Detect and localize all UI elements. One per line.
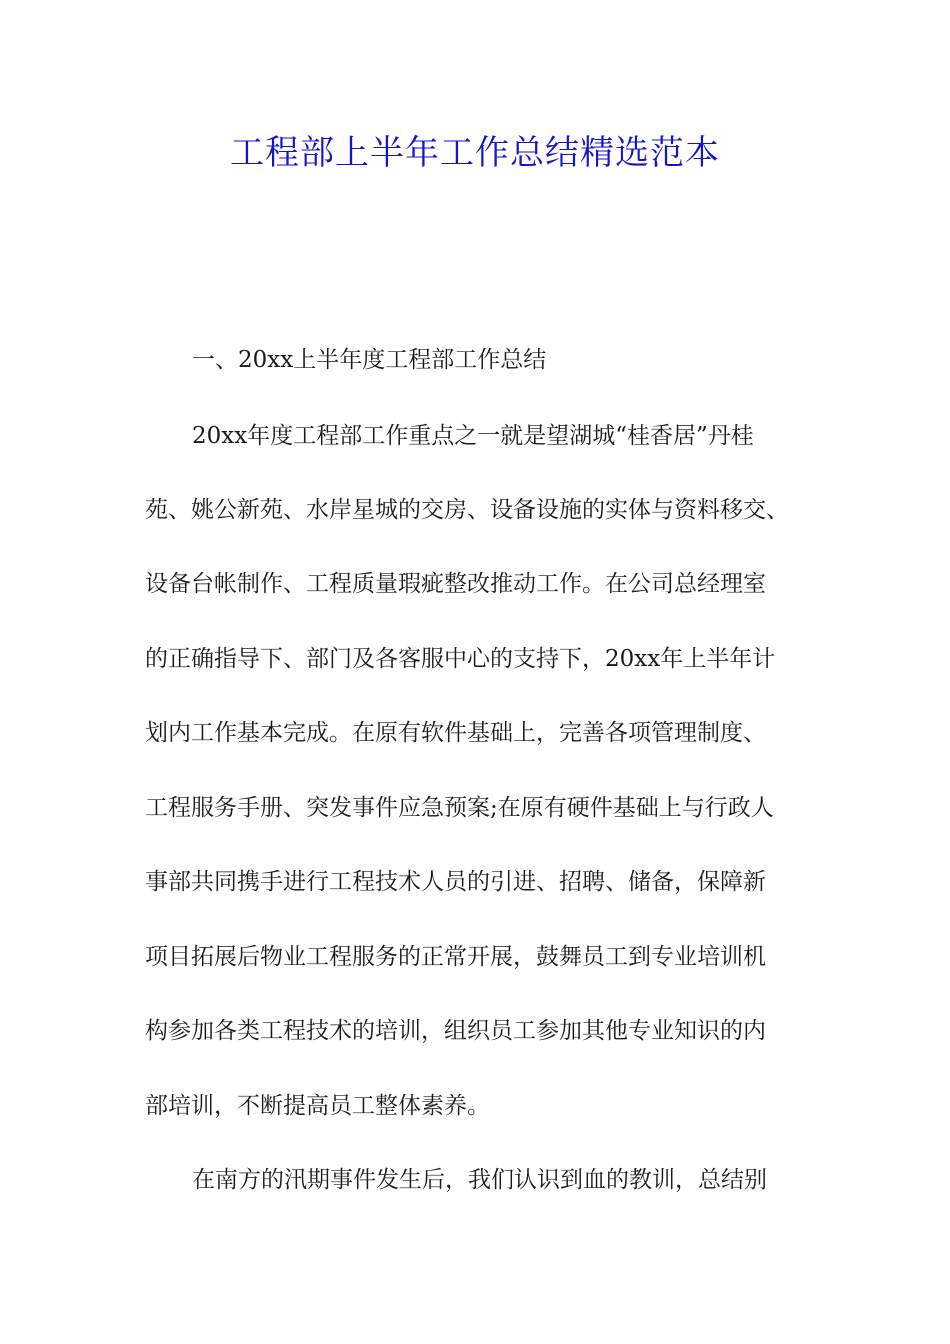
paragraph-line: 划内工作基本完成。在原有软件基础上，完善各项管理制度、 bbox=[145, 720, 766, 746]
paragraph-line: 20xx年度工程部工作重点之一就是望湖城“桂香居”丹桂 bbox=[192, 423, 754, 449]
paragraph-line: 构参加各类工程技术的培训，组织员工参加其他专业知识的内 bbox=[145, 1018, 766, 1044]
paragraph-line: 项目拓展后物业工程服务的正常开展，鼓舞员工到专业培训机 bbox=[145, 944, 766, 970]
paragraph-line: 事部共同携手进行工程技术人员的引进、招聘、储备，保障新 bbox=[145, 869, 766, 895]
paragraph-line: 苑、姚公新苑、水岸星城的交房、设备设施的实体与资料移交、 bbox=[145, 497, 789, 523]
document-title: 工程部上半年工作总结精选范本 bbox=[230, 133, 720, 173]
paragraph-line: 在南方的汛期事件发生后，我们认识到血的教训，总结别 bbox=[192, 1167, 767, 1193]
paragraph-line: 设备台帐制作、工程质量瑕疵整改推动工作。在公司总经理室 bbox=[145, 571, 766, 597]
section-heading: 一、20xx上半年度工程部工作总结 bbox=[192, 347, 547, 373]
paragraph-line: 工程服务手册、突发事件应急预案;在原有硬件基础上与行政人 bbox=[145, 795, 774, 821]
paragraph-line: 的正确指导下、部门及各客服中心的支持下，20xx年上半年计 bbox=[145, 646, 776, 672]
paragraph-line: 部培训，不断提高员工整体素养。 bbox=[145, 1093, 490, 1119]
